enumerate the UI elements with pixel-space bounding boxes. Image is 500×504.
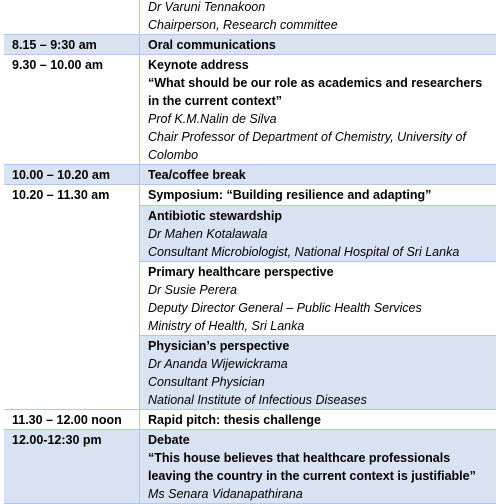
intro-row	[4, 0, 496, 35]
speaker-name: Ms Senara Vidanapathirana	[148, 487, 303, 501]
speaker-name: Dr Susie Perera	[148, 283, 237, 297]
time-cell: 9.30 – 10.00 am	[4, 55, 140, 164]
schedule-row-symposium	[4, 185, 496, 410]
speaker-affiliation: Consultant Physician	[148, 375, 265, 389]
symposium-session	[140, 205, 496, 261]
session-title: Oral communications	[140, 35, 496, 54]
time-cell: 10.20 – 11.30 am	[4, 185, 140, 409]
schedule-row-break	[4, 165, 496, 185]
keynote-quote: “What should be our role as academics and researchers in the current context”	[148, 76, 483, 108]
time-cell	[4, 0, 140, 34]
speaker-name: Dr Ananda Wijewickrama	[148, 357, 288, 371]
symposium-session	[140, 261, 496, 335]
time-cell: 8.15 – 9:30 am	[4, 35, 140, 54]
debate-motion: “This house believes that healthcare professionals leaving the country in the current context is justifiable”	[148, 451, 476, 483]
session-title: Rapid pitch: thesis challenge	[148, 413, 321, 427]
schedule-row-rapid-pitch	[4, 410, 496, 430]
session-subtitle: Antibiotic stewardship	[148, 209, 283, 223]
session-subtitle: Primary healthcare perspective	[148, 265, 334, 279]
session-title: Symposium: “Building resilience and adapting”	[148, 188, 432, 202]
speaker-affiliation: National Institute of Infectious Diseases	[148, 393, 367, 407]
content-cell	[140, 55, 496, 164]
session-title: Keynote address	[148, 58, 249, 72]
schedule-table	[4, 0, 496, 504]
time-cell: 12.00-12:30 pm	[4, 430, 140, 503]
speaker-affiliation: Deputy Director General – Public Health Services	[148, 301, 422, 315]
schedule-row-keynote	[4, 55, 496, 165]
speaker-affiliation: Consultant Microbiologist, National Hospital of Sri Lanka	[148, 245, 460, 259]
symposium-session	[140, 335, 496, 409]
content-cell	[140, 185, 496, 409]
chairperson-role: Chairperson, Research committee	[148, 18, 338, 32]
content-cell	[140, 0, 496, 34]
session-title: Debate	[148, 433, 190, 447]
session-title: Tea/coffee break	[140, 165, 496, 184]
schedule-row-debate	[4, 430, 496, 504]
content-cell	[140, 430, 496, 503]
chairperson-name: Dr Varuni Tennakoon	[148, 0, 266, 14]
session-subtitle: Physician’s perspective	[148, 339, 290, 353]
speaker-name: Dr Mahen Kotalawala	[148, 227, 268, 241]
speaker-affiliation: Chair Professor of Department of Chemistry, University of Colombo	[148, 130, 466, 162]
time-cell: 10.00 – 10.20 am	[4, 165, 140, 184]
speaker-affiliation: Ministry of Health, Sri Lanka	[148, 319, 305, 333]
schedule-row-oral	[4, 35, 496, 55]
speaker-name: Prof K.M.Nalin de Silva	[148, 112, 277, 126]
time-cell: 11.30 – 12.00 noon	[4, 410, 140, 429]
